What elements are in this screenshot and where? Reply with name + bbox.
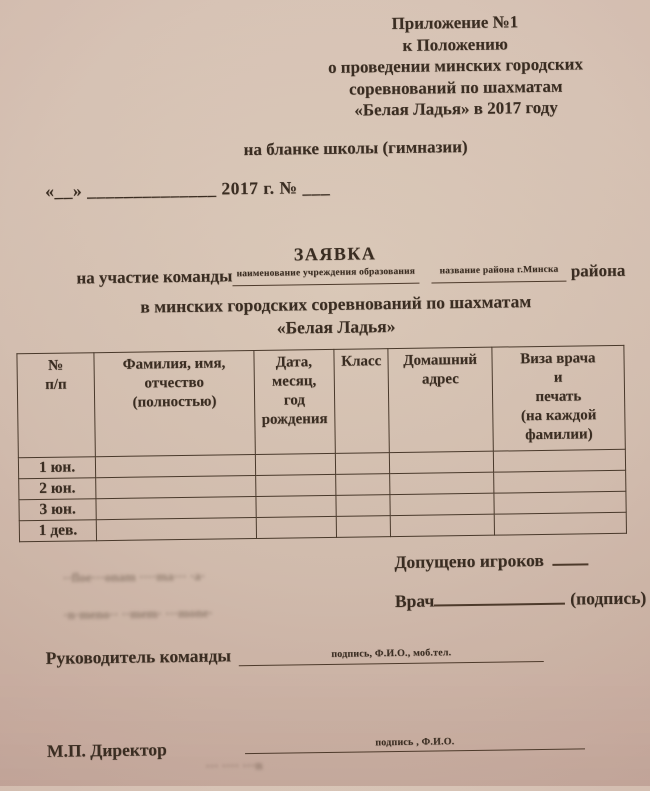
table-cell-empty: [336, 516, 391, 538]
table-cell-empty: [255, 474, 335, 496]
bleed-through-ghost-text: ··floe···onam ····ma··· ·a·: [62, 567, 205, 585]
doctor-label: Врач: [394, 590, 435, 612]
players-roster-table: [16, 345, 627, 542]
allowed-players-line: [394, 549, 588, 573]
table-cell-empty: [256, 495, 336, 517]
row-label: 1 юн.: [18, 457, 95, 479]
table-cell-empty: [390, 493, 493, 515]
table-cell-empty: [95, 454, 255, 477]
doctor-signature-note: (подпись): [570, 587, 647, 609]
col-header-number: № п/п: [17, 353, 96, 458]
stamp-director-label: М.П. Директор: [46, 739, 167, 761]
allowed-players-label: Допущено игроков: [394, 549, 545, 573]
team-leader-signature-hint: подпись, Ф.И.О., моб.тел.: [331, 647, 452, 660]
col-header-address: Домашний адрес: [388, 347, 493, 452]
table-cell-empty: [256, 516, 336, 538]
appendix-block: [281, 10, 630, 122]
doctor-signature-blank: [434, 591, 565, 607]
appendix-line: соревнований по шахматам: [348, 76, 563, 99]
date-number-line: «__» ______________ 2017 г. № ___: [45, 176, 331, 201]
team-line-suffix: района: [570, 260, 626, 281]
col-header-grade: Класс: [334, 349, 390, 454]
col-header-birthdate: Дата, месяц, год рождения: [254, 349, 336, 454]
table-cell-empty: [493, 449, 626, 472]
table-cell-empty: [96, 496, 256, 519]
row-label: 1 дев.: [19, 520, 96, 542]
table-cell-empty: [255, 453, 335, 475]
appendix-line: о проведении минских городских: [327, 54, 584, 77]
doctor-line: [395, 588, 647, 613]
table-cell-empty: [96, 517, 256, 540]
competition-name: «Белая Ладья»: [276, 316, 396, 338]
team-leader-line: [46, 641, 544, 669]
table-cell-empty: [96, 475, 256, 498]
form-title: ЗАЯВКА: [293, 243, 377, 265]
team-line-prefix: на участие команды: [76, 266, 233, 288]
appendix-line: Приложение №1: [391, 12, 519, 34]
bleed-through-ghost-text: ·n·meno·· ··mem· ···mone·: [62, 604, 213, 622]
table-cell-empty: [494, 512, 627, 535]
row-label: 2 юн.: [19, 478, 96, 500]
director-signature-blank: [245, 732, 585, 754]
row-label: 3 юн.: [19, 499, 96, 521]
table-cell-empty: [336, 495, 391, 517]
district-name-blank: [431, 263, 567, 284]
table-header-row: [17, 345, 625, 457]
table-cell-empty: [493, 470, 626, 493]
organization-name-hint: наименование учреждения образования: [236, 266, 416, 280]
table-cell-empty: [335, 453, 390, 475]
table-cell-empty: [391, 514, 494, 536]
col-header-doctor-visa: Виза врача и печать (на каждой фамилии): [492, 345, 626, 451]
table-cell-empty: [390, 451, 493, 473]
table-cell-empty: [390, 472, 493, 494]
table-cell-empty: [335, 474, 390, 496]
table-cell-empty: [494, 491, 627, 514]
col-header-fullname: Фамилия, имя, отчество (полностью): [94, 350, 255, 456]
allowed-players-blank: [552, 551, 588, 566]
team-leader-label: Руководитель команды: [45, 645, 232, 668]
appendix-line: «Белая Ладья» в 2017 году: [354, 97, 558, 120]
team-leader-signature-blank: [239, 644, 544, 666]
director-signature-hint: подпись , Ф.И.О.: [375, 736, 455, 749]
bleed-through-ghost-text: ··· ···· ···n: [205, 756, 263, 773]
organization-name-blank: [232, 265, 419, 287]
competition-subtitle: в минских городских соревнований по шахматам: [140, 291, 532, 317]
letterhead-note: на бланке школы (гимназии): [243, 136, 468, 160]
appendix-line: к Положению: [402, 33, 508, 55]
district-name-hint: название района г.Минска: [439, 264, 559, 277]
